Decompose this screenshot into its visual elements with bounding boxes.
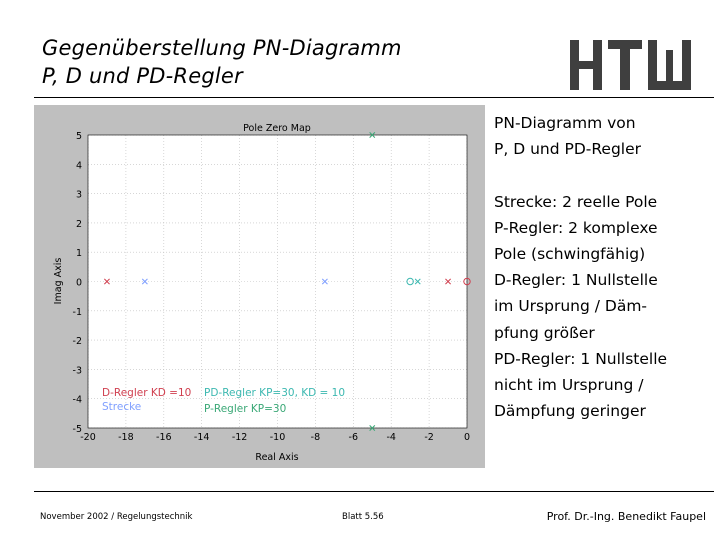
- footer-left: November 2002 / Regelungstechnik: [40, 512, 193, 522]
- side-text-line: Dämpfung geringer: [494, 402, 646, 421]
- side-text-line: im Ursprung / Däm-: [494, 297, 648, 316]
- x-axis-label: Real Axis: [255, 452, 299, 463]
- y-tick-label: -5: [72, 424, 82, 435]
- x-tick-label: -6: [348, 432, 359, 443]
- side-text-line: nicht im Ursprung /: [494, 376, 644, 395]
- slide-title-line-1: Gegenüberstellung PN-Diagramm: [42, 36, 402, 60]
- legend-p-regler: P-Regler KP=30: [204, 403, 287, 415]
- x-tick-label: -4: [386, 432, 396, 443]
- side-text-line: P-Regler: 2 komplexe: [494, 218, 658, 237]
- plot-frame: [34, 105, 485, 468]
- y-tick-label: 5: [75, 131, 82, 142]
- slide-title: [42, 34, 402, 90]
- y-tick-label: 4: [75, 160, 82, 172]
- side-text-line: [494, 162, 720, 188]
- x-tick-label: -8: [310, 432, 321, 443]
- footer-page: Blatt 5.56: [342, 512, 384, 522]
- y-tick-label: 1: [75, 248, 82, 260]
- x-tick-label: 0: [463, 432, 471, 443]
- y-tick-labels: [73, 131, 82, 435]
- footer-author: Prof. Dr.-Ing. Benedikt Faupel: [546, 510, 706, 523]
- x-tick-label: -2: [424, 432, 434, 443]
- side-description: [494, 110, 720, 424]
- side-text-line: Pole (schwingfähig): [494, 245, 646, 264]
- y-tick-label: 3: [75, 189, 82, 201]
- legend-strecke: Strecke: [102, 401, 142, 413]
- y-tick-label: -4: [72, 394, 82, 406]
- side-text-line: P, D und PD-Regler: [494, 140, 642, 159]
- y-tick-label: 2: [75, 218, 82, 230]
- y-tick-label: -1: [72, 306, 82, 318]
- side-text-line: D-Regler: 1 Nullstelle: [494, 271, 658, 290]
- side-text-line: PD-Regler: 1 Nullstelle: [494, 349, 668, 368]
- side-text-line: PN-Diagramm von: [494, 114, 636, 132]
- x-tick-label: -12: [231, 432, 248, 443]
- htw-logo: [570, 40, 695, 90]
- x-tick-label: -16: [156, 432, 172, 443]
- x-tick-labels: [80, 432, 470, 443]
- x-tick-label: -20: [80, 432, 96, 443]
- y-tick-label: -3: [72, 365, 82, 377]
- side-text-line: pfung größer: [494, 323, 595, 342]
- y-axis-label: Imag Axis: [53, 257, 64, 305]
- footer-rule: [34, 491, 714, 492]
- pole-zero-map: [34, 105, 485, 468]
- x-tick-label: -10: [269, 432, 286, 443]
- legend-pd-regler: PD-Regler KP=30, KD = 10: [204, 387, 346, 399]
- legend-d-regler: D-Regler KD =10: [102, 387, 192, 399]
- side-text-line: Strecke: 2 reelle Pole: [494, 192, 658, 211]
- x-tick-label: -18: [118, 432, 134, 443]
- y-tick-label: -2: [72, 336, 82, 348]
- y-tick-label: 0: [75, 277, 82, 289]
- x-tick-label: -14: [193, 432, 210, 443]
- slide-title-line-2: P, D und PD-Regler: [42, 64, 243, 88]
- header-rule: [34, 97, 714, 98]
- chart-title: Pole Zero Map: [243, 123, 311, 134]
